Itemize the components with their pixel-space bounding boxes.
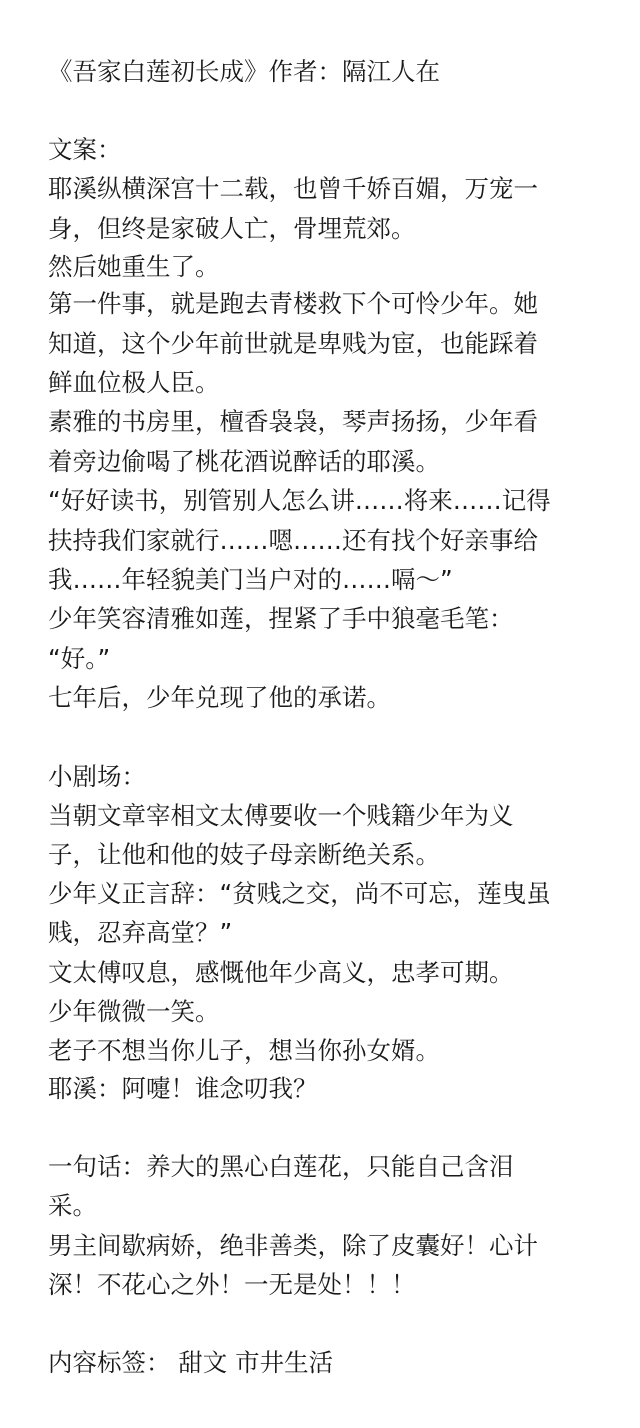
oneliner-line: 深！不花心之外！一无是处！！！ [48,1270,416,1299]
theater-line: 子，让他和他的妓子母亲断绝关系。 [48,840,440,869]
oneliner-line: 男主间歇病娇，绝非善类，除了皮囊好！心计 [48,1231,538,1260]
theater-line: 少年义正言辞：“贫贱之交，尚不可忘，莲曳虽 [48,879,551,908]
synopsis-line: 身，但终是家破人亡，骨埋荒郊。 [48,214,416,243]
synopsis-line: 然后她重生了。 [48,252,220,281]
synopsis-line: “好好读书，别管别人怎么讲……将来……记得 [48,486,551,515]
oneliner-line: 一句话：养大的黑心白莲花，只能自己含泪 [48,1152,514,1181]
synopsis-line: 七年后，少年兑现了他的承诺。 [48,683,391,712]
theater-line: 少年微微一笑。 [48,997,220,1026]
theater-line: 老子不想当你儿子，想当你孙女婿。 [48,1036,440,1065]
synopsis-line: 素雅的书房里，檀香袅袅，琴声扬扬，少年看 [48,407,538,436]
synopsis-line: 少年笑容清雅如莲，捏紧了手中狼毫毛笔： [48,604,514,633]
synopsis-heading: 文案： [48,135,122,164]
synopsis-line: 着旁边偷喝了桃花酒说醉话的耶溪。 [48,447,440,476]
oneliner-line: 采。 [48,1191,97,1220]
synopsis-line: 扶持我们家就行……嗯……还有找个好亲事给 [48,526,538,555]
theater-line: 贱，忍弃高堂？” [48,918,233,947]
theater-line: 文太傅叹息，感慨他年少高义，忠孝可期。 [48,958,514,987]
theater-heading: 小剧场： [48,762,146,791]
synopsis-line: 第一件事，就是跑去青楼救下个可怜少年。她 [48,289,538,318]
content-tags: 内容标签： 甜文 市井生活 [48,1348,334,1377]
theater-line: 耶溪：阿嚏！谁念叨我？ [48,1074,318,1103]
synopsis-line: “好。” [48,644,111,673]
synopsis-line: 鲜血位极人臣。 [48,368,220,397]
document-header: 《吾家白莲初长成》作者：隔江人在 [48,57,440,86]
synopsis-line: 我……年轻貌美门当户对的……嗝～” [48,565,453,594]
synopsis-line: 耶溪纵横深宫十二载，也曾千娇百媚，万宠一 [48,174,538,203]
theater-line: 当朝文章宰相文太傅要收一个贱籍少年为义 [48,801,514,830]
synopsis-line: 知道，这个少年前世就是卑贱为宦，也能踩着 [48,329,538,358]
